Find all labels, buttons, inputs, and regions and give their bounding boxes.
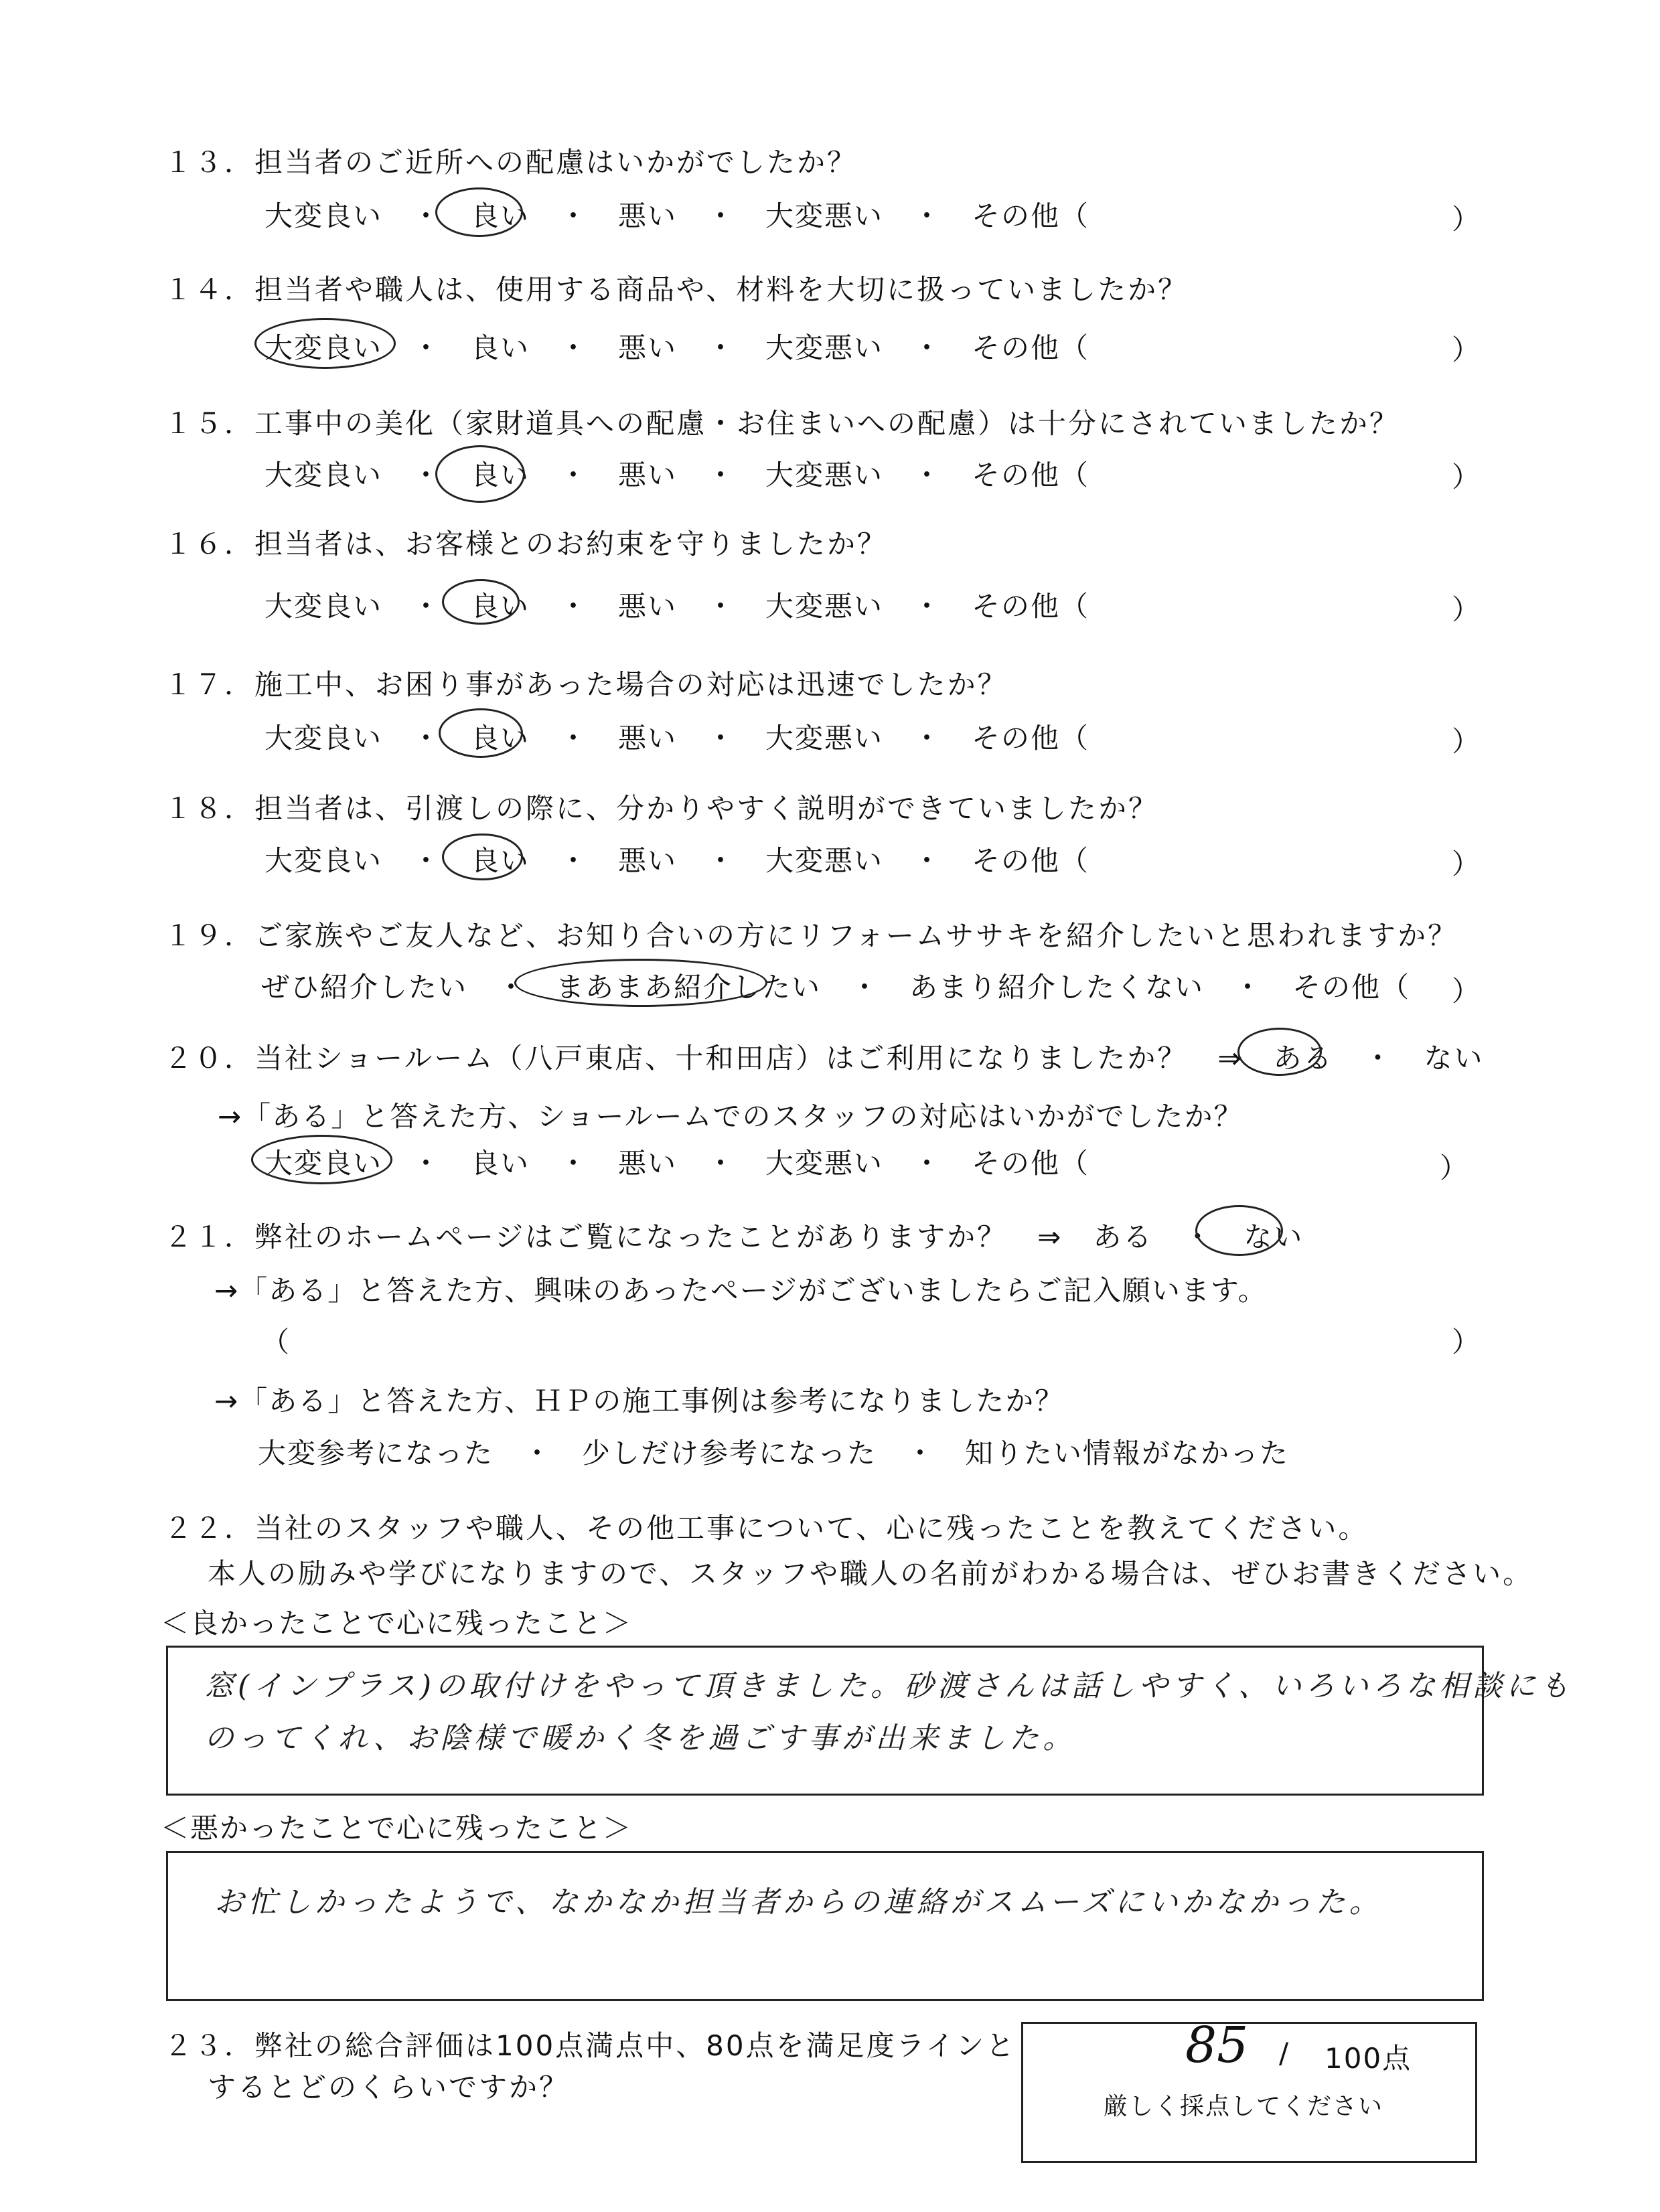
options-13[interactable]: 大変良い ・ 良い ・ 悪い ・ 大変悪い ・ その他（ xyxy=(265,200,1090,232)
options-18-close: ） xyxy=(1452,848,1481,880)
question-19: １９．ご家族やご友人など、お知り合いの方にリフォームササキを紹介したいと思われますか？ xyxy=(164,919,1458,952)
bad-comment-box[interactable] xyxy=(166,1851,1484,2001)
options-16[interactable]: 大変良い ・ 良い ・ 悪い ・ 大変悪い ・ その他（ xyxy=(265,590,1090,623)
question-21: ２１．弊社のホームページはご覧になったことがありますか？ ⇒ ある ・ ない xyxy=(164,1220,1304,1253)
question-22: ２２．当社のスタッフや職人、その他工事について、心に残ったことを教えてください。 xyxy=(164,1512,1369,1545)
good-comment-line2: のってくれ、お陰様で暖かく冬を過ごす事が出来ました。 xyxy=(204,1721,1077,1755)
open-21: （ xyxy=(261,1326,290,1358)
question-17: １７．施工中、お困り事があった場合の対応は迅速でしたか？ xyxy=(164,668,1008,701)
options-14-close: ） xyxy=(1452,333,1481,366)
options-19[interactable]: ぜひ紹介したい ・ まあまあ紹介したい ・ あまり紹介したくない ・ その他（ xyxy=(261,971,1411,1004)
question-14: １４．担当者や職人は、使用する商品や、材料を大切に扱っていましたか？ xyxy=(164,273,1189,306)
question-18: １８．担当者は、引渡しの際に、分かりやすく説明ができていましたか？ xyxy=(164,792,1159,825)
bad-label: ＜悪かったことで心に残ったこと＞ xyxy=(161,1812,633,1844)
options-15-close: ） xyxy=(1452,461,1481,493)
score-note: 厳しく採点してください xyxy=(1104,2093,1384,2120)
options-20[interactable]: 大変良い ・ 良い ・ 悪い ・ 大変悪い ・ その他（ xyxy=(265,1147,1090,1180)
options-14[interactable]: 大変良い ・ 良い ・ 悪い ・ 大変悪い ・ その他（ xyxy=(265,331,1090,364)
options-17[interactable]: 大変良い ・ 良い ・ 悪い ・ 大変悪い ・ その他（ xyxy=(265,722,1090,755)
options-18[interactable]: 大変良い ・ 良い ・ 悪い ・ 大変悪い ・ その他（ xyxy=(265,844,1090,877)
sub-21-1: →「ある」と答えた方、興味のあったページがございましたらご記入願います。 xyxy=(214,1274,1268,1307)
question-15: １５．工事中の美化（家財道具への配慮・お住まいへの配慮）は十分にされていましたか？ xyxy=(164,407,1400,440)
options-17-close: ） xyxy=(1452,725,1481,758)
question-23-line2: するとどのくらいですか？ xyxy=(208,2071,570,2104)
score-slash: / xyxy=(1279,2037,1290,2069)
question-13: １３．担当者のご近所への配慮はいかがでしたか？ xyxy=(164,146,858,179)
score-value: 85 xyxy=(1185,2017,1249,2074)
options-13-close: ） xyxy=(1452,203,1481,236)
options-19-close: ） xyxy=(1452,975,1481,1008)
options-20-close: ） xyxy=(1440,1152,1468,1184)
sub-21-2: →「ある」と答えた方、ＨＰの施工事例は参考になりましたか？ xyxy=(214,1385,1065,1417)
good-label: ＜良かったことで心に残ったこと＞ xyxy=(161,1607,633,1640)
question-16: １６．担当者は、お客様とのお約束を守りましたか？ xyxy=(164,528,888,560)
question-22-line2: 本人の励みや学びになりますので、スタッフや職人の名前がわかる場合は、ぜひお書きください。 xyxy=(208,1557,1533,1590)
close-21: ） xyxy=(1452,1326,1481,1358)
good-comment-line1: 窓(インプラス)の取付けをやって頂きました。砂渡さんは話しやすく、いろいろな相談にも xyxy=(204,1669,1574,1703)
options-15[interactable]: 大変良い ・ 良い ・ 悪い ・ 大変悪い ・ その他（ xyxy=(265,459,1090,491)
options-21[interactable]: 大変参考になった ・ 少しだけ参考になった ・ 知りたい情報がなかった xyxy=(258,1437,1290,1470)
bad-comment-line: お忙しかったようで、なかなか担当者からの連絡がスムーズにいかなかった。 xyxy=(214,1885,1383,1919)
options-16-close: ） xyxy=(1452,593,1481,626)
question-20: ２０．当社ショールーム（八戸東店、十和田店）はご利用になりましたか？ ⇒ ある ・ ない xyxy=(164,1042,1485,1075)
sub-20: →「ある」と答えた方、ショールームでのスタッフの対応はいかがでしたか？ xyxy=(218,1100,1243,1133)
question-23: ２３．弊社の総合評価は100点満点中、80点を満足度ラインと xyxy=(164,2029,1016,2062)
score-max: 100点 xyxy=(1325,2042,1412,2075)
